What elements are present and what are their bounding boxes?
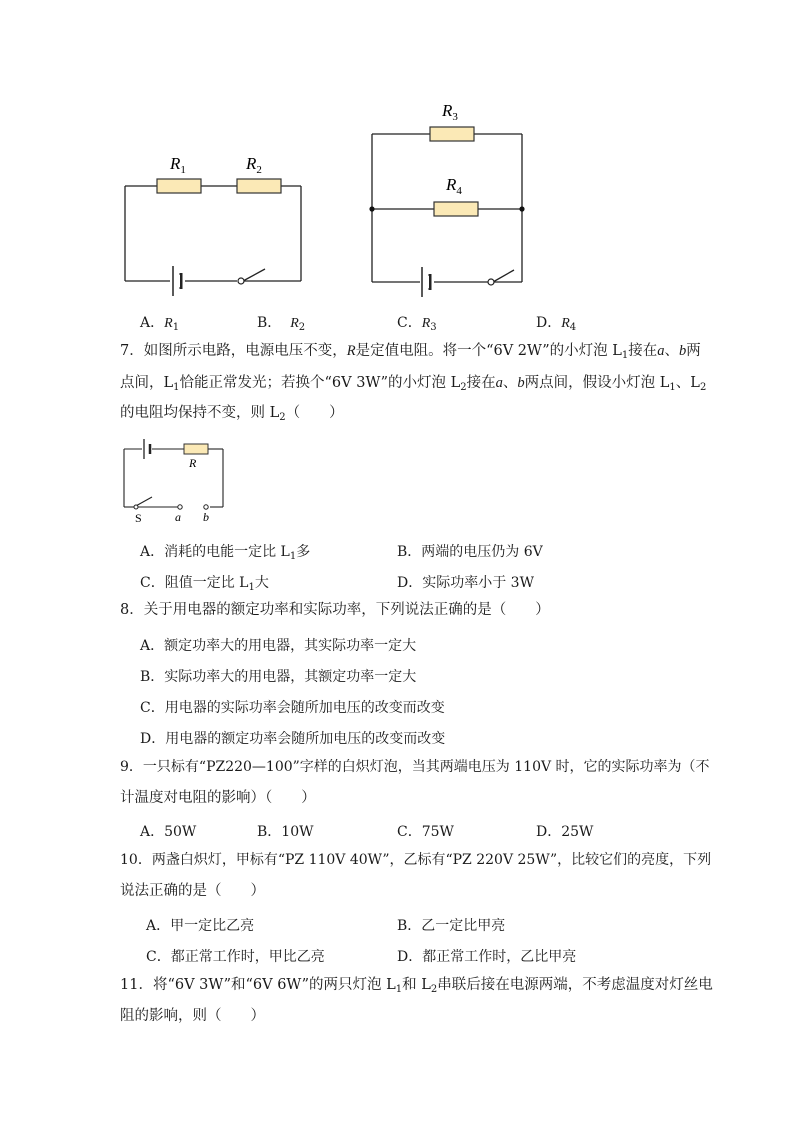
q10-option-b: B．乙一定比甲亮 <box>397 918 506 934</box>
q7-stem-line-3: 的电阻均保持不变，则 $L_2$（ ） <box>120 405 344 423</box>
q9-stem-line-1: 9．一只标有“PZ220—100”字样的白炽灯泡，当其两端电压为 110V 时，它的实际功率为（不 <box>120 759 710 775</box>
q7-option-b: B．两端的电压仍为 6V <box>397 544 543 560</box>
junction-right <box>519 206 524 211</box>
label-point-b: b <box>203 510 209 524</box>
q8-option-a: A．额定功率大的用电器，其实际功率一定大 <box>140 638 417 654</box>
q7-stem-line-2: 点间，$L_1$恰能正常发光；若换个“6V 3W”的小灯泡 $L_2$接在a、b两点间，假设小灯泡 $L_1$、$L_2$ <box>120 375 707 393</box>
q10-stem-line-1: 10．两盏白炽灯，甲标有“PZ 110V 40W”，乙标有“PZ 220V 25W”，比较它们的亮度，下列 <box>120 852 712 868</box>
q11-stem-line-2: 阻的影响，则（ ） <box>120 1008 265 1024</box>
q6-option-a: A．$R_1$ <box>140 315 180 333</box>
q8-option-d: D．用电器的额定功率会随所加电压的改变而改变 <box>140 731 446 747</box>
terminal-a <box>178 505 182 509</box>
series-circuit-diagram <box>115 145 315 305</box>
label-r4: $R_4$ <box>446 175 462 197</box>
q9-option-a: A．50W <box>140 824 197 840</box>
label-switch-s: S <box>135 511 142 525</box>
q9-option-b: B．10W <box>257 824 314 840</box>
label-r3: $R_3$ <box>442 101 458 123</box>
q11-stem-line-1: 11．将“6V 3W”和“6V 6W”的两只灯泡 $L_1$和 $L_2$串联后接在电源两端，不考虑温度对灯丝电 <box>120 977 713 995</box>
resistor-r2 <box>237 179 281 193</box>
q6-option-c: C．$R_3$ <box>397 315 437 333</box>
q9-stem-line-2: 计温度对电阻的影响）（ ） <box>120 790 316 806</box>
q10-option-c: C．都正常工作时，甲比乙亮 <box>146 949 325 965</box>
switch-pivot <box>238 278 244 284</box>
label-r1: $R_1$ <box>170 154 186 176</box>
q7-circuit-diagram <box>118 436 230 526</box>
q9-option-d: D．25W <box>536 824 594 840</box>
label-point-a: a <box>175 510 181 524</box>
resistor-r4 <box>434 202 478 216</box>
terminal-b <box>204 505 208 509</box>
switch-pivot <box>134 505 138 509</box>
label-r: R <box>189 456 197 470</box>
q6-option-b: B． $R_2$ <box>257 315 306 333</box>
q8-option-b: B．实际功率大的用电器，其额定功率一定大 <box>140 669 417 685</box>
q10-option-d: D．都正常工作时，乙比甲亮 <box>397 949 577 965</box>
resistor-r <box>184 444 208 454</box>
q8-stem: 8．关于用电器的额定功率和实际功率，下列说法正确的是（ ） <box>120 602 550 618</box>
q7-stem-line-1: 7．如图所示电路，电源电压不变，R是定值电阻。将一个“6V 2W”的小灯泡 $L_1$接在a、b两 <box>120 343 701 361</box>
resistor-r3 <box>430 127 474 141</box>
q9-option-c: C．75W <box>397 824 454 840</box>
q6-option-d: D．$R_4$ <box>536 315 577 333</box>
switch-pivot <box>488 279 494 285</box>
junction-left <box>369 206 374 211</box>
label-r2: $R_2$ <box>246 154 262 176</box>
q10-stem-line-2: 说法正确的是（ ） <box>120 883 265 899</box>
q7-option-c: C．阻值一定比 $L_1$大 <box>140 575 269 593</box>
resistor-r1 <box>157 179 201 193</box>
parallel-circuit-diagram <box>360 98 540 300</box>
q7-option-d: D．实际功率小于 3W <box>397 575 534 591</box>
q8-option-c: C．用电器的实际功率会随所加电压的改变而改变 <box>140 700 445 716</box>
q10-option-a: A．甲一定比乙亮 <box>146 918 255 934</box>
q7-option-a: A．消耗的电能一定比 $L_1$多 <box>140 544 311 562</box>
